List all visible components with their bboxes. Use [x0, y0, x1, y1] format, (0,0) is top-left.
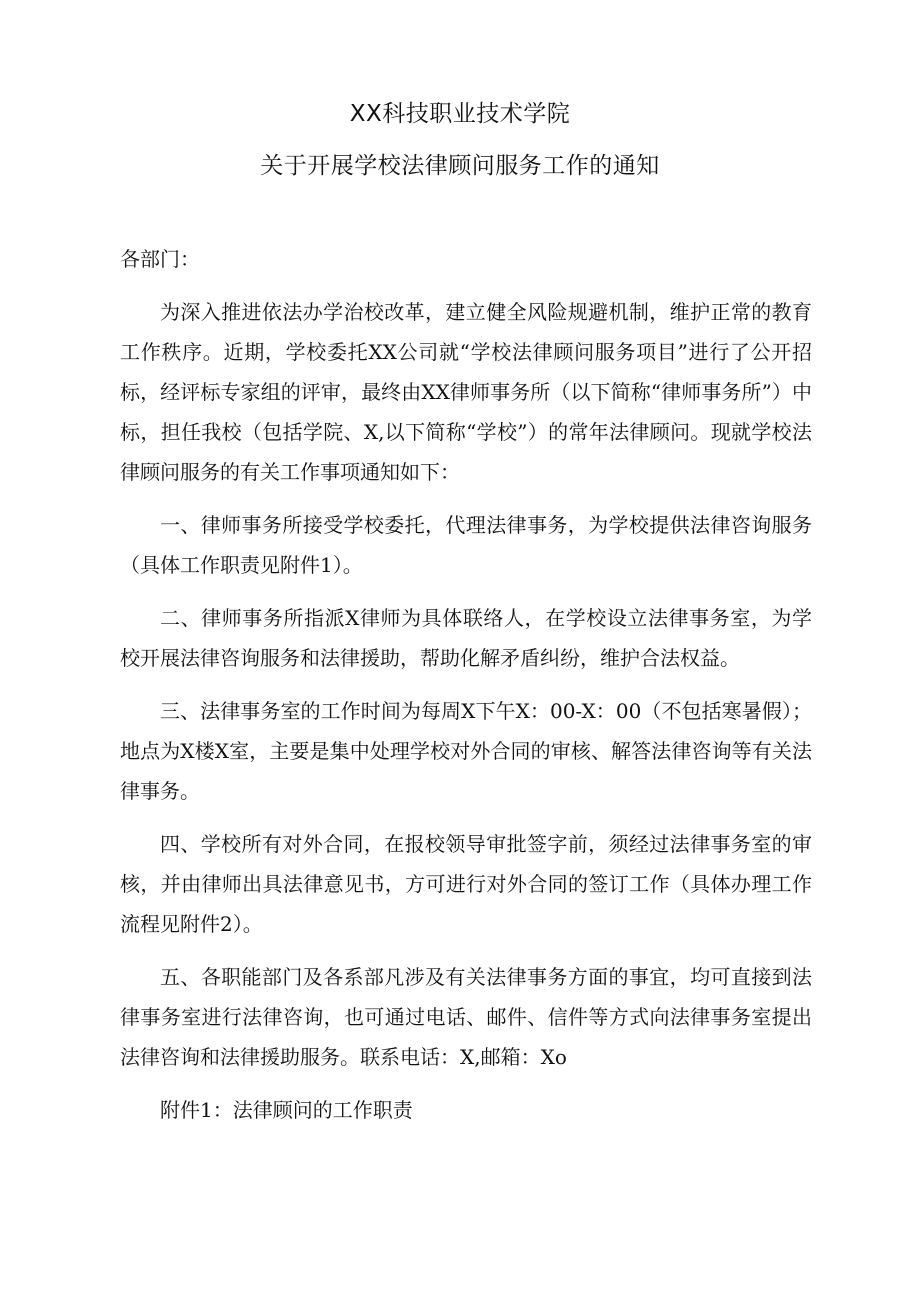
document-body [120, 292, 812, 1143]
salutation: 各部门： [120, 247, 200, 271]
paragraph-item-1: 一、律师事务所接受学校委托，代理法律事务，为学校提供法律咨询服务（具体工作职责见附件1）。 [120, 513, 812, 577]
paragraph-intro: 为深入推进依法办学治校改革，建立健全风险规避机制，维护正常的教育工作秩序。近期，学校委托XX公司就“学校法律顾问服务项目”进行了公开招标，经评标专家组的评审，最终由XX律师事务所（以下简称“律师事务所”）中标，担任我校（包括学院、X,以下简称“学校”）的常年法律顾问。现就学校法律顾问服务的有关工作事项通知如下： [120, 300, 812, 484]
document-title-line2: 关于开展学校法律顾问服务工作的通知 [260, 153, 660, 179]
paragraph-item-4: 四、学校所有对外合同，在报校领导审批签字前，须经过法律事务室的审核，并由律师出具法律意见书，方可进行对外合同的签订工作（具体办理工作流程见附件2）。 [120, 832, 812, 936]
paragraph-item-3: 三、法律事务室的工作时间为每周X下午X：00-X：00（不包括寒暑假）；地点为X楼X室，主要是集中处理学校对外合同的审核、解答法律咨询等有关法律事务。 [120, 699, 812, 803]
paragraph-item-5: 五、各职能部门及各系部凡涉及有关法律事务方面的事宜，均可直接到法律事务室进行法律咨询，也可通过电话、邮件、信件等方式向法律事务室提出法律咨询和法律援助服务。联系电话：X,邮箱：Xo [120, 965, 812, 1069]
attachment-1-line: 附件1：法律顾问的工作职责 [160, 1098, 413, 1122]
paragraph-item-2: 二、律师事务所指派X律师为具体联络人，在学校设立法律事务室，为学校开展法律咨询服务和法律援助，帮助化解矛盾纠纷，维护合法权益。 [120, 606, 812, 670]
document-title-line1: XX科技职业技术学院 [349, 101, 571, 127]
